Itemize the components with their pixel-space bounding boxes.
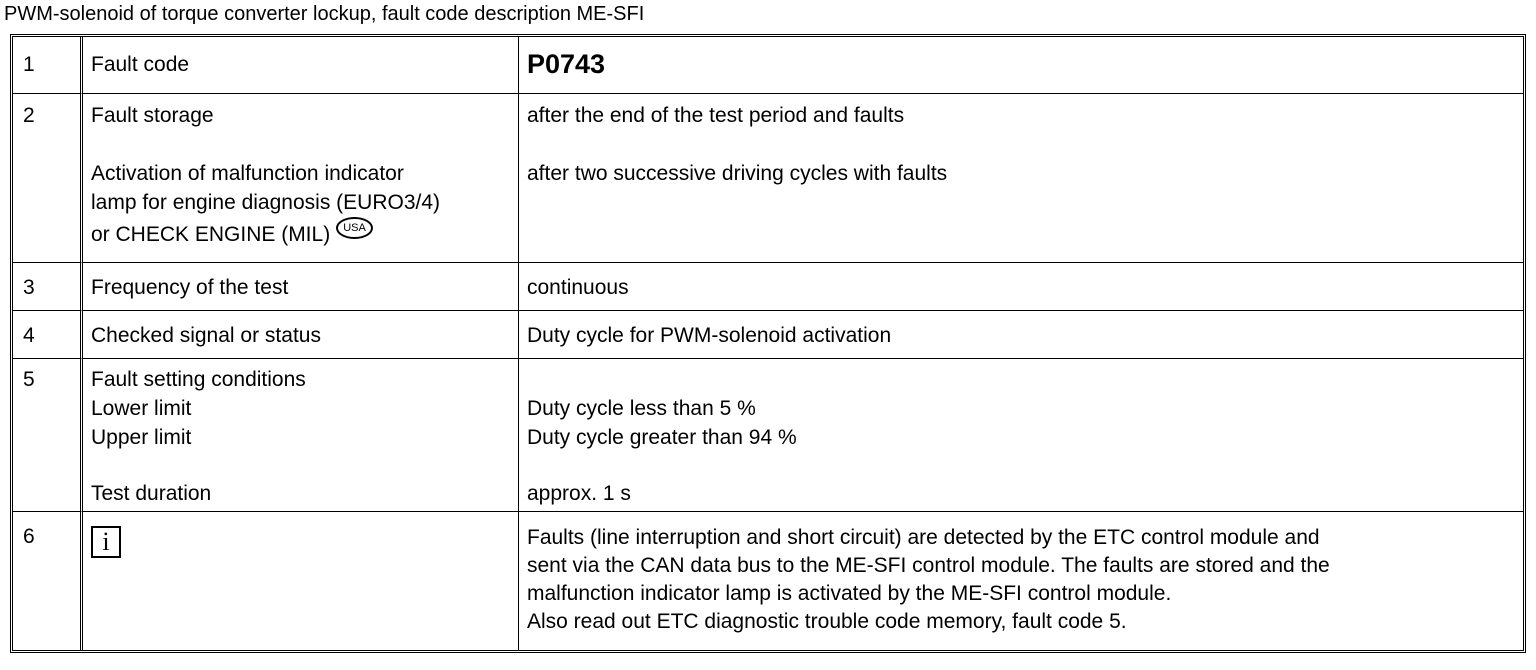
test-duration-value: approx. 1 s [527,482,631,505]
row-number: 2 [13,94,83,263]
table-row [13,94,1523,263]
row-number: 5 [13,359,83,512]
row-value: after the end of the test period and faults [527,104,905,127]
usa-badge-icon: USA [336,217,373,239]
note-line: Faults (line interruption and short circuit) are detected by the ETC control module and [527,526,1320,549]
fault-code: P0743 [527,49,606,79]
row-number: 6 [13,512,83,650]
row-label-cell [83,359,519,512]
row-label-cell [83,94,519,263]
table-row [13,512,1523,650]
mil-label-text: or CHECK ENGINE (MIL) [91,223,331,246]
row-label: Fault code [83,37,519,94]
row-label: Fault setting conditions [91,368,306,391]
mil-label-line: lamp for engine diagnosis (EURO3/4) [91,191,441,214]
row-number: 4 [13,311,83,359]
row-value: continuous [519,263,1523,311]
row-label: Checked signal or status [83,311,519,359]
row-value-cell [519,512,1523,650]
row-label-cell [83,512,519,650]
lower-limit-label: Lower limit [91,397,192,420]
table-row [13,311,1523,359]
table-row [13,359,1523,512]
document-title: PWM-solenoid of torque converter lockup, fault code description ME-SFI [4,3,645,25]
upper-limit-label: Upper limit [91,426,192,449]
note-line: malfunction indicator lamp is activated by the ME-SFI control module. [527,582,1172,605]
test-duration-label: Test duration [91,482,212,505]
row-number: 1 [13,37,83,94]
row-label: Fault storage [91,104,214,127]
note-line: Also read out ETC diagnostic trouble code memory, fault code 5. [527,610,1127,633]
table-row [13,263,1523,311]
info-icon: i [91,526,121,558]
note-line: sent via the CAN data bus to the ME-SFI control module. The faults are stored and the [527,554,1330,577]
mil-value: after two successive driving cycles with faults [527,162,948,185]
lower-limit-value: Duty cycle less than 5 % [527,397,756,420]
fault-code-value [519,37,1523,94]
row-value-cell [519,359,1523,512]
row-number: 3 [13,263,83,311]
mil-label-line-3 [91,217,518,249]
row-label: Frequency of the test [83,263,519,311]
upper-limit-value: Duty cycle greater than 94 % [527,426,797,449]
row-value: Duty cycle for PWM-solenoid activation [519,311,1523,359]
row-value-cell [519,94,1523,263]
fault-description-table [10,34,1526,653]
table-row [13,37,1523,94]
mil-label-line: Activation of malfunction indicator [91,162,404,185]
